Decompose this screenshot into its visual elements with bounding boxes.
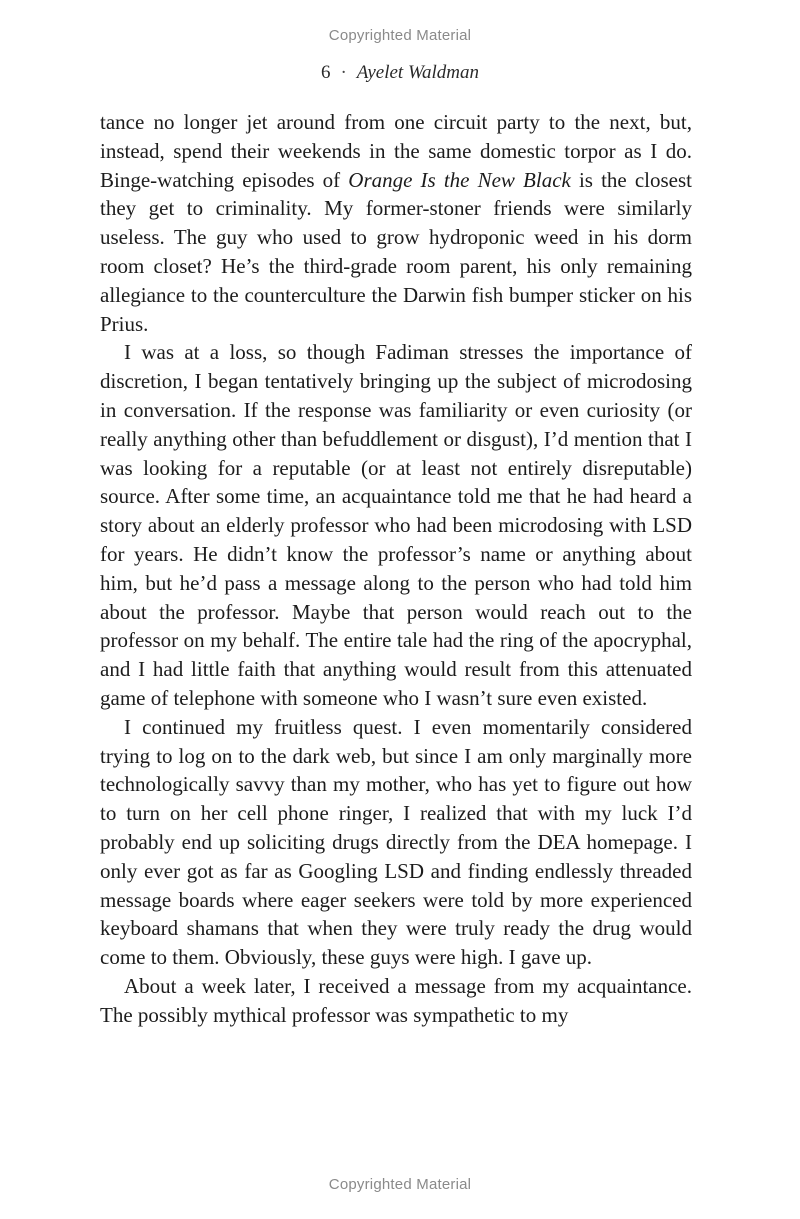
copyright-watermark-top: Copyrighted Material — [328, 27, 472, 44]
page-number: 6 — [320, 62, 331, 83]
running-head — [0, 62, 800, 84]
body-text — [100, 108, 692, 1030]
show-title-italic: Orange Is the New Black — [348, 167, 571, 192]
paragraph-2: I was at a loss, so though Fadiman stresses the importance of discretion, I began tentatively bringing up the subject of microdosing in conversation. If the response was familiarity or even curiosity (or really anything other than befuddlement or disgust), I’d mention that I was looking for a reputable (or at least not entirely disreputable) source. After some time, an acquaintance told me that he had heard a story about an elderly professor who had been microdosing with LSD for years. He didn’t know the professor’s name or anything about him, but he’d pass a message along to the person who had told him about the professor. Maybe that person would reach out to the professor on my behalf. The entire tale had the ring of the apocryphal, and I had little faith that anything would result from this attenuated game of telephone with someone who I wasn’t sure even existed. — [100, 340, 692, 710]
running-head-separator: · — [340, 62, 347, 83]
copyright-watermark-bottom: Copyrighted Material — [328, 1176, 472, 1193]
author-name: Ayelet Waldman — [356, 62, 480, 83]
paragraph-1 — [100, 108, 692, 338]
paragraph-1-text-a: tance no longer jet around from one circuit party to the next, but, instead, spend their weekends in the same domestic torpor as I do. Binge-watching episodes of — [100, 110, 692, 192]
paragraph-1-text-b: is the closest they get to criminality. My former-stoner friends were similarly useless. The guy who used to grow hydroponic weed in his dorm room closet? He’s the third-grade room parent, his only remaining allegiance to the counterculture the Darwin fish bumper sticker on his Prius. — [100, 167, 692, 336]
paragraph-3: I continued my fruitless quest. I even momentarily considered trying to log on to the dark web, but since I am only marginally more technologically savvy than my mother, who has yet to figure out how to turn on her cell phone ringer, I realized that with my luck I’d probably end up soliciting drugs directly from the DEA homepage. I only ever got as far as Googling LSD and finding endlessly threaded message boards where eager seekers were told by more experienced keyboard shamans that when they were truly ready the drug would come to them. Obviously, these guys were high. I gave up. — [100, 714, 692, 970]
paragraph-4: About a week later, I received a message from my acquaintance. The possibly mythical professor was sympathetic to my — [100, 973, 692, 1027]
